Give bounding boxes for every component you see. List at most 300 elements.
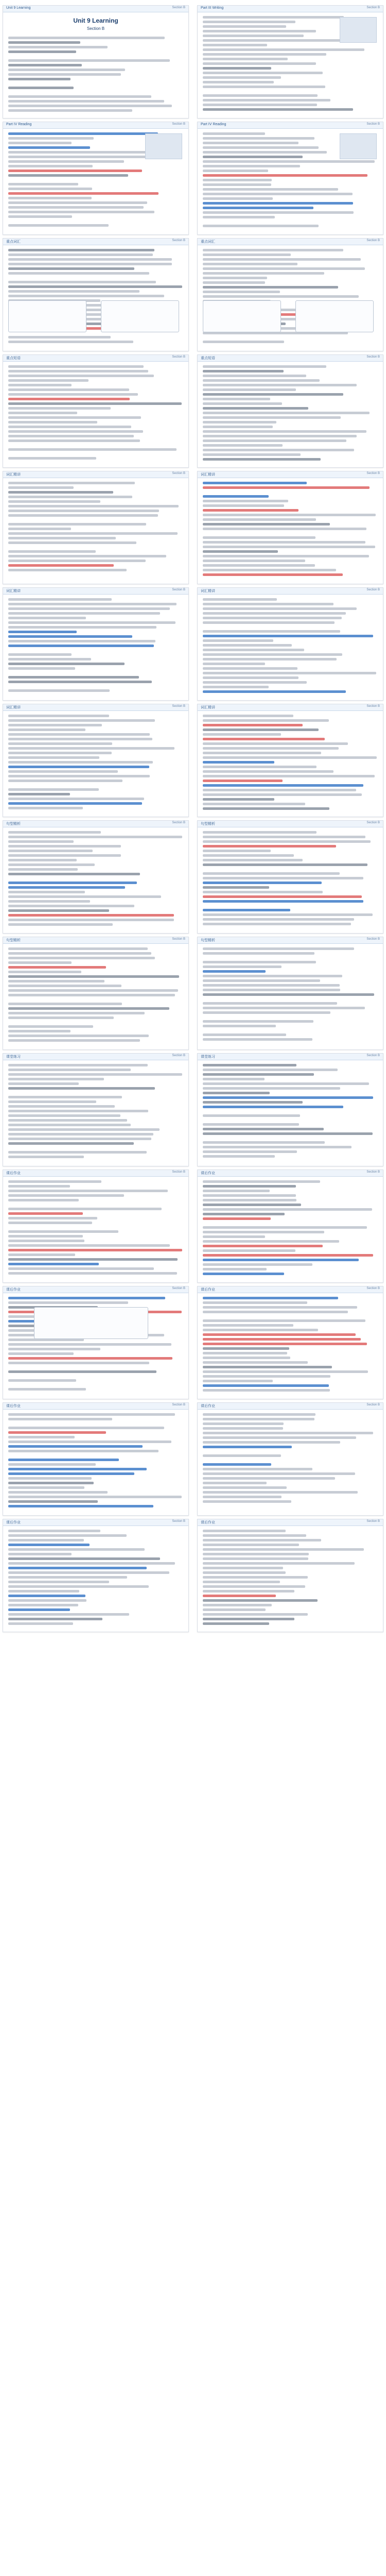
text-line bbox=[203, 961, 316, 963]
slide-thumbnail bbox=[197, 1519, 383, 1632]
text-line bbox=[203, 388, 296, 391]
text-line bbox=[203, 1259, 359, 1261]
text-line bbox=[203, 1101, 303, 1104]
text-line bbox=[203, 1432, 373, 1434]
text-line bbox=[203, 1534, 306, 1537]
slide-thumbnail bbox=[3, 5, 189, 118]
text-line bbox=[8, 486, 74, 489]
text-line bbox=[8, 900, 90, 903]
text-line bbox=[203, 947, 354, 950]
slide-header bbox=[198, 821, 383, 827]
illustration-image bbox=[340, 133, 377, 159]
text-line bbox=[203, 1038, 312, 1041]
text-line bbox=[8, 1567, 147, 1569]
text-line bbox=[203, 53, 326, 56]
text-line bbox=[8, 1096, 122, 1098]
text-line bbox=[8, 947, 148, 950]
text-line bbox=[203, 21, 295, 23]
text-line bbox=[203, 291, 280, 293]
text-line bbox=[203, 1500, 291, 1503]
slide-thumbnail bbox=[197, 1053, 383, 1166]
text-line bbox=[203, 644, 292, 647]
text-line bbox=[8, 439, 140, 442]
text-line bbox=[203, 886, 269, 889]
text-line bbox=[8, 37, 165, 39]
text-line bbox=[203, 1441, 340, 1444]
slide-thumbnail bbox=[197, 122, 383, 235]
slide-header-tag: Section B bbox=[366, 1287, 380, 1290]
slide-header bbox=[198, 471, 383, 478]
text-line bbox=[8, 258, 172, 261]
text-line bbox=[8, 78, 71, 80]
text-line bbox=[203, 528, 366, 530]
text-line bbox=[203, 989, 340, 991]
text-line bbox=[8, 146, 90, 149]
text-line bbox=[203, 1384, 329, 1387]
text-line bbox=[203, 621, 335, 624]
text-line bbox=[8, 635, 132, 638]
text-line bbox=[8, 975, 179, 978]
text-line bbox=[8, 775, 150, 777]
slide-header bbox=[198, 937, 383, 944]
text-line bbox=[203, 733, 281, 736]
slide-header bbox=[3, 239, 188, 245]
text-line bbox=[203, 1370, 368, 1373]
text-line bbox=[8, 788, 99, 791]
text-line bbox=[8, 761, 153, 764]
slide-thumbnail bbox=[197, 1402, 383, 1516]
reading-box bbox=[101, 300, 179, 332]
text-line bbox=[8, 1190, 168, 1192]
text-line bbox=[8, 1217, 97, 1219]
text-line bbox=[8, 779, 122, 782]
text-line bbox=[8, 728, 85, 731]
text-line bbox=[8, 1590, 79, 1592]
text-line bbox=[8, 607, 170, 610]
text-line bbox=[203, 1199, 296, 1201]
text-line bbox=[8, 1608, 70, 1611]
text-line bbox=[8, 1500, 98, 1503]
text-line bbox=[203, 1622, 269, 1625]
text-line bbox=[8, 1249, 182, 1251]
text-line bbox=[203, 1352, 287, 1354]
text-line bbox=[8, 1388, 86, 1391]
text-line bbox=[203, 416, 341, 419]
slide-header-title: 词汇精讲 bbox=[201, 473, 215, 477]
text-line bbox=[8, 1124, 131, 1126]
text-line bbox=[8, 831, 101, 834]
text-line bbox=[8, 923, 113, 926]
slide-header-tag: Section B bbox=[172, 1171, 185, 1174]
text-line bbox=[8, 1235, 83, 1238]
slide-thumbnail bbox=[3, 1286, 189, 1399]
text-line bbox=[8, 724, 102, 726]
text-line bbox=[8, 971, 81, 973]
text-line bbox=[203, 1254, 373, 1257]
text-line bbox=[8, 1267, 154, 1270]
text-line bbox=[203, 1194, 296, 1197]
text-line bbox=[203, 412, 370, 414]
text-line bbox=[8, 1263, 99, 1265]
slide-header bbox=[198, 239, 383, 245]
text-line bbox=[203, 430, 366, 433]
text-line bbox=[8, 1199, 79, 1201]
text-line bbox=[203, 62, 316, 65]
text-line bbox=[8, 1431, 106, 1434]
text-line bbox=[8, 1035, 149, 1037]
slide-header bbox=[3, 355, 188, 362]
text-line bbox=[8, 532, 178, 535]
text-line bbox=[8, 603, 177, 605]
text-line bbox=[8, 859, 77, 861]
slide-header-title: 词汇精讲 bbox=[6, 589, 21, 593]
slide-header-tag: Section B bbox=[172, 1403, 185, 1406]
text-line bbox=[8, 1105, 115, 1108]
text-line bbox=[203, 407, 308, 410]
text-line bbox=[203, 1311, 348, 1313]
text-line bbox=[203, 761, 274, 764]
slide-thumbnail bbox=[197, 820, 383, 934]
text-line bbox=[203, 1347, 289, 1350]
text-line bbox=[203, 672, 376, 674]
text-line bbox=[203, 48, 364, 51]
text-line bbox=[8, 598, 112, 601]
text-line bbox=[8, 183, 78, 185]
text-line bbox=[8, 281, 156, 283]
text-line bbox=[203, 1413, 315, 1416]
text-line bbox=[8, 738, 152, 740]
text-line bbox=[8, 919, 174, 921]
text-line bbox=[8, 1348, 100, 1350]
slide-header-tag: Section B bbox=[366, 1054, 380, 1057]
text-line bbox=[203, 500, 288, 502]
text-line bbox=[203, 1491, 358, 1494]
text-line bbox=[203, 1436, 356, 1439]
text-line bbox=[203, 295, 359, 298]
text-line bbox=[203, 170, 268, 172]
slide-thumbnail bbox=[197, 238, 383, 351]
text-line bbox=[8, 550, 96, 553]
text-line bbox=[8, 798, 144, 800]
text-line bbox=[8, 1100, 96, 1103]
text-line bbox=[8, 412, 77, 414]
text-line bbox=[203, 635, 373, 637]
text-line bbox=[203, 1389, 330, 1392]
text-line bbox=[8, 770, 118, 773]
text-line bbox=[8, 132, 158, 135]
slide-header-title: 词汇精讲 bbox=[6, 706, 21, 709]
text-line bbox=[8, 1208, 162, 1210]
text-line bbox=[8, 1450, 159, 1452]
text-line bbox=[8, 1496, 182, 1498]
text-line bbox=[8, 1119, 127, 1122]
text-line bbox=[203, 211, 354, 214]
text-line bbox=[203, 1273, 284, 1275]
slide-header bbox=[198, 122, 383, 129]
text-line bbox=[8, 295, 164, 297]
text-line bbox=[8, 676, 139, 679]
text-line bbox=[203, 30, 316, 32]
text-line bbox=[203, 156, 303, 158]
text-line bbox=[8, 192, 159, 195]
text-line bbox=[203, 793, 362, 796]
text-line bbox=[203, 784, 363, 787]
slide-header bbox=[3, 821, 188, 827]
text-line bbox=[203, 686, 269, 688]
text-line bbox=[8, 1301, 128, 1304]
text-line bbox=[203, 1427, 283, 1430]
text-line bbox=[203, 1418, 314, 1420]
text-line bbox=[8, 156, 159, 158]
text-line bbox=[8, 1534, 127, 1537]
text-line bbox=[8, 909, 109, 912]
text-line bbox=[8, 416, 141, 419]
text-line bbox=[8, 1138, 151, 1140]
text-line bbox=[8, 1212, 83, 1215]
slide-header-title: 句型精析 bbox=[201, 939, 215, 942]
text-line bbox=[8, 253, 153, 256]
text-line bbox=[8, 197, 92, 199]
text-line bbox=[203, 877, 363, 879]
text-line bbox=[203, 384, 357, 386]
text-line bbox=[8, 1571, 169, 1574]
text-line bbox=[203, 146, 319, 149]
text-line bbox=[203, 1235, 265, 1238]
text-line bbox=[8, 1073, 182, 1076]
slide-header-tag: Section B bbox=[172, 6, 185, 9]
text-line bbox=[8, 658, 91, 660]
section-subtitle: Section B bbox=[86, 26, 105, 31]
text-line bbox=[203, 439, 346, 442]
text-line bbox=[203, 1128, 324, 1130]
text-line bbox=[203, 1180, 320, 1183]
text-line bbox=[8, 905, 134, 907]
text-line bbox=[203, 756, 377, 759]
text-line bbox=[8, 1069, 131, 1071]
text-line bbox=[203, 81, 274, 83]
text-line bbox=[203, 766, 317, 768]
slide-thumbnail bbox=[3, 122, 189, 235]
text-line bbox=[203, 1213, 285, 1215]
text-line bbox=[8, 1114, 120, 1117]
text-line bbox=[203, 728, 319, 731]
slide-header bbox=[3, 937, 188, 944]
slide-thumbnail bbox=[197, 587, 383, 701]
illustration-image bbox=[340, 17, 377, 43]
text-line bbox=[203, 1073, 314, 1076]
text-line bbox=[203, 1595, 276, 1597]
text-line bbox=[8, 1436, 75, 1438]
text-line bbox=[203, 1217, 271, 1220]
text-line bbox=[203, 573, 343, 576]
text-line bbox=[203, 402, 282, 405]
text-line bbox=[8, 1133, 153, 1136]
text-line bbox=[203, 142, 299, 144]
text-line bbox=[203, 798, 274, 801]
text-line bbox=[203, 1268, 267, 1270]
slide-header-title: 重点词汇 bbox=[201, 240, 215, 244]
slide-header-tag: Section B bbox=[172, 938, 185, 941]
text-line bbox=[203, 1007, 365, 1009]
slide-header-tag: Section B bbox=[172, 588, 185, 591]
text-line bbox=[8, 1468, 147, 1470]
slide-header bbox=[3, 704, 188, 711]
text-line bbox=[8, 891, 85, 893]
text-line bbox=[203, 1581, 280, 1583]
text-line bbox=[203, 188, 338, 191]
text-line bbox=[203, 286, 338, 289]
text-line bbox=[8, 1491, 108, 1494]
text-line bbox=[203, 1069, 338, 1071]
slide-header-title: Part III Writing bbox=[201, 6, 224, 10]
text-line bbox=[8, 421, 97, 423]
text-line bbox=[8, 966, 106, 969]
text-line bbox=[8, 617, 86, 619]
text-line bbox=[203, 165, 300, 167]
text-line bbox=[203, 281, 265, 284]
text-line bbox=[203, 197, 273, 200]
slide-thumbnail bbox=[3, 937, 189, 1050]
text-line bbox=[203, 518, 316, 521]
text-line bbox=[8, 73, 121, 76]
slide-header bbox=[198, 588, 383, 595]
text-line bbox=[8, 766, 149, 768]
text-line bbox=[8, 1156, 84, 1158]
text-line bbox=[203, 831, 317, 834]
text-line bbox=[203, 1185, 296, 1188]
text-line bbox=[8, 957, 155, 959]
text-line bbox=[203, 1544, 299, 1546]
text-line bbox=[203, 160, 375, 163]
slide-header-tag: Section B bbox=[172, 705, 185, 708]
text-line bbox=[203, 398, 270, 400]
text-line bbox=[203, 840, 371, 843]
slide-thumbnail bbox=[3, 471, 189, 584]
text-line bbox=[8, 564, 114, 567]
text-line bbox=[8, 249, 154, 251]
text-line bbox=[8, 1007, 169, 1010]
text-line bbox=[203, 560, 305, 562]
text-line bbox=[203, 174, 367, 177]
text-line bbox=[203, 970, 266, 973]
text-line bbox=[8, 663, 125, 665]
text-line bbox=[8, 1039, 140, 1042]
slide-thumbnail bbox=[3, 354, 189, 468]
text-line bbox=[203, 747, 339, 750]
text-line bbox=[8, 1222, 92, 1224]
text-line bbox=[8, 1413, 175, 1416]
text-line bbox=[203, 509, 299, 512]
slide-header-title: 词汇精讲 bbox=[6, 473, 21, 477]
text-line bbox=[8, 1362, 149, 1364]
text-line bbox=[203, 850, 271, 852]
text-line bbox=[8, 430, 143, 433]
text-line bbox=[203, 421, 276, 423]
text-line bbox=[8, 46, 108, 48]
text-line bbox=[203, 1548, 364, 1551]
text-line bbox=[203, 86, 325, 88]
text-line bbox=[8, 1576, 127, 1579]
text-line bbox=[203, 1141, 325, 1144]
text-line bbox=[203, 1618, 294, 1620]
text-line bbox=[8, 569, 127, 571]
text-line bbox=[8, 1427, 164, 1429]
text-line bbox=[8, 1253, 75, 1256]
slide-header bbox=[3, 471, 188, 478]
text-line bbox=[203, 1539, 321, 1541]
text-line bbox=[8, 756, 99, 759]
text-line bbox=[203, 1482, 267, 1484]
text-line bbox=[8, 1272, 177, 1275]
text-line bbox=[203, 1002, 337, 1005]
text-line bbox=[203, 895, 362, 898]
text-line bbox=[203, 569, 336, 571]
text-line bbox=[203, 263, 297, 265]
text-line bbox=[203, 1567, 283, 1569]
slide-header-tag: Section B bbox=[172, 123, 185, 126]
slide-header-title: 课后作业 bbox=[6, 1521, 21, 1524]
text-line bbox=[8, 1030, 71, 1032]
text-line bbox=[8, 840, 74, 843]
text-line bbox=[8, 1618, 102, 1620]
text-line bbox=[8, 1562, 175, 1565]
text-line bbox=[8, 1128, 160, 1131]
text-line bbox=[203, 1114, 300, 1117]
text-line bbox=[203, 1357, 290, 1359]
text-line bbox=[203, 1240, 339, 1243]
text-line bbox=[203, 1361, 308, 1364]
text-line bbox=[8, 1003, 122, 1005]
text-line bbox=[8, 1595, 85, 1597]
text-line bbox=[203, 35, 304, 37]
slide-header-tag: Section B bbox=[366, 123, 380, 126]
text-line bbox=[203, 859, 303, 861]
slide-header-tag: Section B bbox=[172, 239, 185, 242]
text-line bbox=[8, 541, 136, 544]
text-line bbox=[8, 1581, 109, 1583]
text-line bbox=[8, 365, 144, 368]
text-line bbox=[203, 546, 375, 548]
text-line bbox=[8, 1142, 134, 1145]
text-line bbox=[8, 1459, 119, 1461]
text-line bbox=[8, 1557, 160, 1560]
text-line bbox=[203, 993, 374, 996]
text-line bbox=[203, 836, 365, 838]
text-line bbox=[203, 453, 301, 456]
text-line bbox=[8, 645, 154, 647]
text-line bbox=[203, 76, 281, 79]
text-line bbox=[8, 1016, 114, 1019]
slide-header-tag: Section B bbox=[366, 239, 380, 242]
slide-thumbnail bbox=[3, 587, 189, 701]
slide-header bbox=[198, 1519, 383, 1526]
text-line bbox=[8, 398, 130, 400]
mind-map-box bbox=[34, 1307, 148, 1339]
text-line bbox=[8, 1064, 148, 1066]
slide-header-title: 重点短语 bbox=[6, 357, 21, 360]
slide-header-tag: Section B bbox=[366, 938, 380, 941]
text-line bbox=[8, 165, 93, 167]
text-line bbox=[203, 789, 356, 791]
text-line bbox=[203, 1329, 318, 1331]
text-line bbox=[203, 1477, 335, 1480]
slide-header-title: 课后作业 bbox=[6, 1288, 21, 1292]
text-line bbox=[203, 1132, 373, 1135]
text-line bbox=[203, 39, 355, 42]
slide-thumbnail bbox=[3, 1053, 189, 1166]
text-line bbox=[203, 1155, 275, 1158]
text-line bbox=[8, 206, 144, 209]
